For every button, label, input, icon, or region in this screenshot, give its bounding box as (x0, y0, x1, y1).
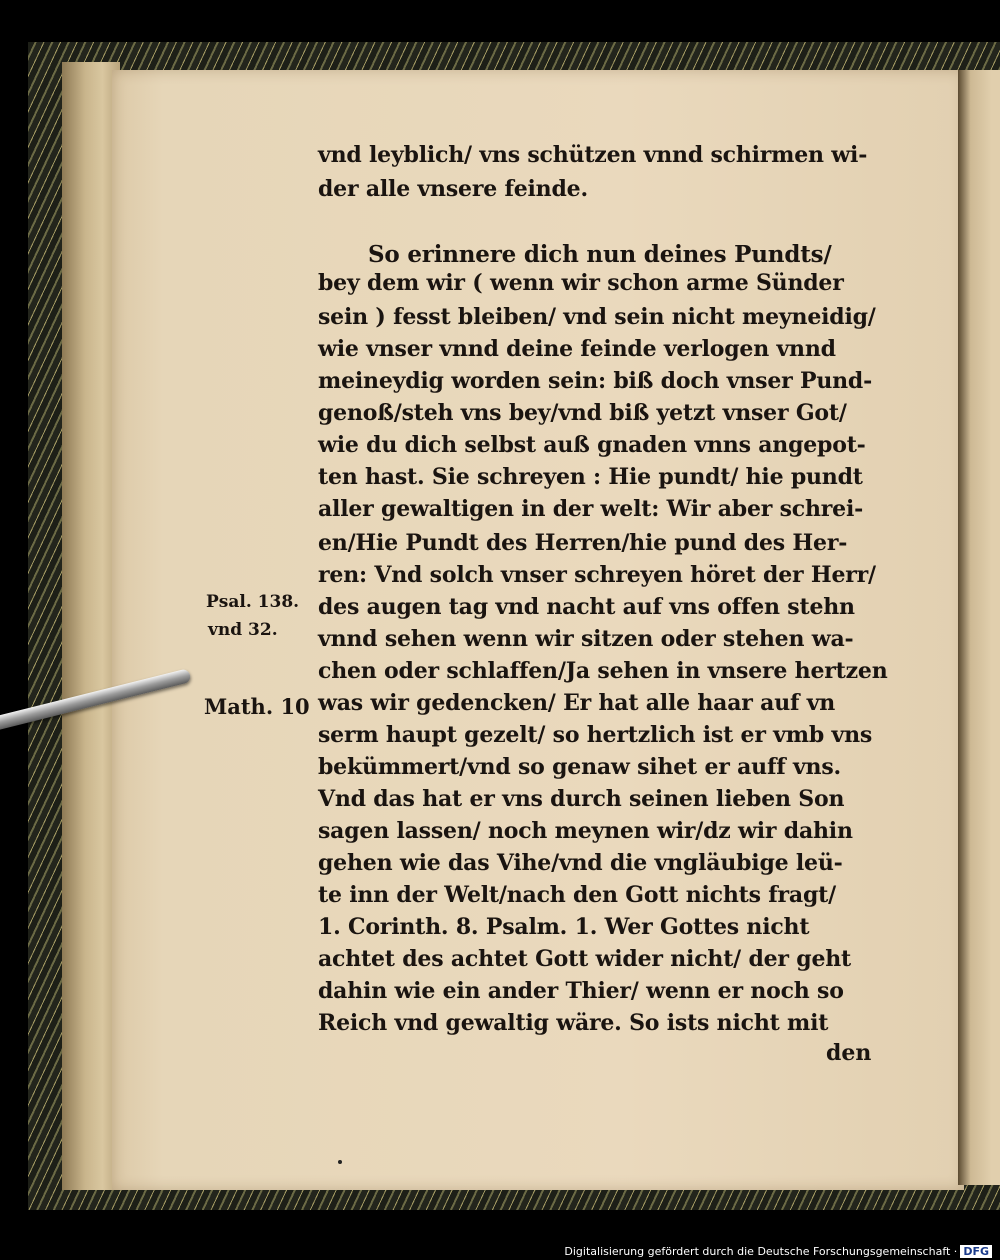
text-line: achtet des achtet Gott wider nicht/ der geht (318, 946, 852, 972)
text-line: So erinnere dich nun deines Pundts/ (368, 241, 832, 268)
text-line: wie vnser vnnd deine feinde verlogen vnnd (318, 336, 836, 362)
footer-text: Digitalisierung gefördert durch die Deutsche Forschungsgemeinschaft · (564, 1245, 958, 1258)
text-line: bekümmert/vnd so genaw sihet er auff vns. (318, 754, 841, 780)
margin-reference: Psal. 138. (206, 592, 300, 612)
text-line: des augen tag vnd nacht auf vns offen stehn (318, 594, 855, 620)
text-line: bey dem wir ( wenn wir schon arme Sünder (318, 270, 844, 296)
facing-page-edge (958, 70, 1000, 1185)
text-line: vnd leyblich/ vns schützen vnnd schirmen wi‑ (318, 142, 868, 168)
text-line: genoß/steh vns bey/vnd biß yetzt vnser Got/ (318, 400, 847, 426)
text-line: te inn der Welt/nach den Gott nichts fragt/ (318, 882, 836, 908)
text-line: wie du dich selbst auß gnaden vnns angepot‑ (318, 432, 866, 458)
text-line: 1. Corinth. 8. Psalm. 1. Wer Gottes nicht (318, 914, 810, 940)
text-line: aller gewaltigen in der welt: Wir aber schrei‑ (318, 496, 864, 522)
text-line: ten hast. Sie schreyen : Hie pundt/ hie pundt (318, 464, 863, 490)
text-line: gehen wie das Vihe/vnd die vngläubige leü‑ (318, 850, 843, 876)
margin-reference: Math. 10 (204, 694, 310, 719)
text-line: dahin wie ein ander Thier/ wenn er noch so (318, 978, 844, 1004)
text-line: ren: Vnd solch vnser schreyen höret der Herr/ (318, 562, 876, 588)
text-line: serm haupt gezelt/ so hertzlich ist er vmb vns (318, 722, 873, 748)
text-line: was wir gedencken/ Er hat alle haar auf vn (318, 690, 836, 716)
text-line: der alle vnsere feinde. (318, 176, 588, 202)
text-line: sein ) fesst bleiben/ vnd sein nicht meyneidig/ (318, 304, 876, 330)
text-line: chen oder schlaffen/Ja sehen in vnsere hertzen (318, 658, 888, 684)
text-line: Reich vnd gewaltig wäre. So ists nicht mit (318, 1010, 829, 1036)
ink-speck (338, 1160, 342, 1164)
text-line: Vnd das hat er vns durch seinen lieben Son (318, 786, 845, 812)
text-line: sagen lassen/ noch meynen wir/dz wir dahin (318, 818, 853, 844)
dfg-logo: DFG (960, 1245, 992, 1258)
footer-credit (564, 1245, 992, 1258)
catchword: den (826, 1040, 872, 1066)
text-line: meineydig worden sein: biß doch vnser Pund‑ (318, 368, 873, 394)
text-line: en/Hie Pundt des Herren/hie pund des Her‑ (318, 530, 848, 556)
margin-reference: vnd 32. (208, 620, 278, 640)
text-line: vnnd sehen wenn wir sitzen oder stehen wa‑ (318, 626, 854, 652)
